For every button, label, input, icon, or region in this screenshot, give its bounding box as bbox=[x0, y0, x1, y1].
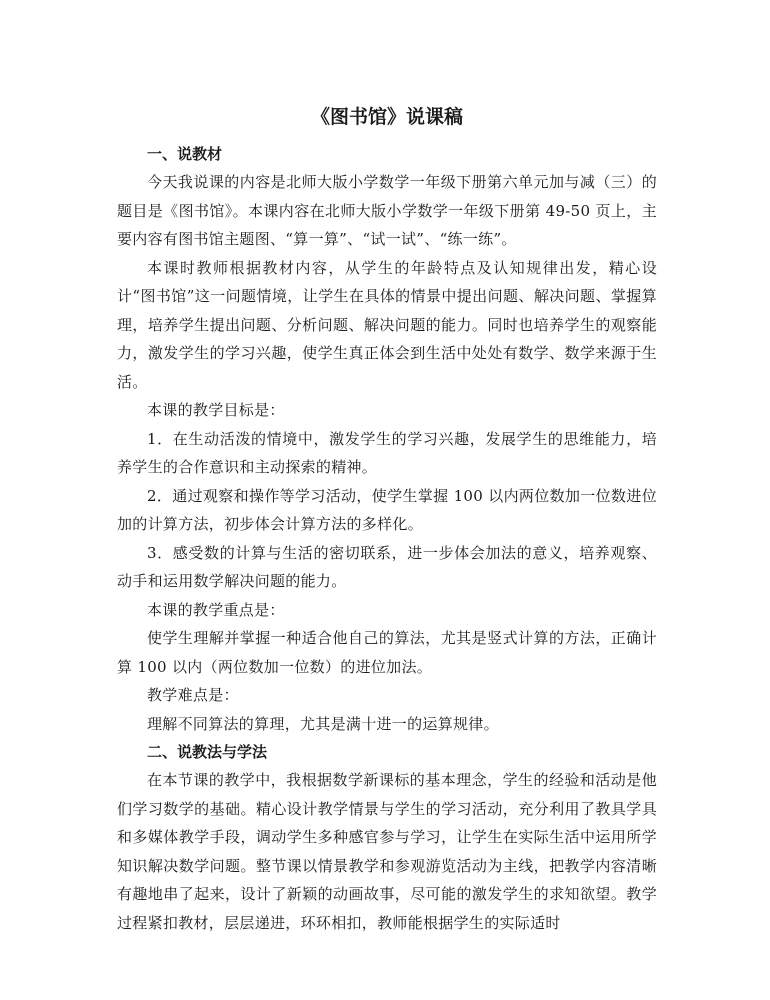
paragraph: 本课的教学目标是： bbox=[147, 401, 285, 419]
paragraph: 1．在生动活泼的情境中，激发学生的学习兴趣，发展学生的思维能力，培养学生的合作意识和主动探索的精神。 bbox=[117, 429, 657, 476]
paragraph: 理解不同算法的算理，尤其是满十进一的运算规律。 bbox=[147, 714, 499, 733]
section-heading: 二、说教法与学法 bbox=[147, 743, 268, 761]
document-title: 《图书馆》说课稿 bbox=[310, 106, 463, 128]
paragraph: 本课的教学重点是： bbox=[147, 600, 285, 619]
section-textbook bbox=[117, 140, 657, 738]
section-heading: 一、说教材 bbox=[147, 145, 223, 163]
paragraph: 今天我说课的内容是北师大版小学数学一年级下册第六单元加与减（三）的题目是《图书馆》。本课内容在北师大版小学数学一年级下册第 49-50 页上，主要内容有图书馆主题图、“算一算”、“试一试”、“练一练”。 bbox=[117, 173, 657, 248]
paragraph: 使学生理解并掌握一种适合他自己的算法，尤其是竖式计算的方法，正确计算 100 以内（两位数加一位数）的进位加法。 bbox=[117, 629, 657, 676]
paragraph: 在本节课的教学中，我根据数学新课标的基本理念，学生的经验和活动是他们学习数学的基础。精心设计教学情景与学生的学习活动，充分利用了教具学具和多媒体教学手段，调动学生多种感官参与学习，让学生在实际生活中运用所学知识解决数学问题。整节课以情景教学和参观游览活动为主线，把教学内容清晰有趣地串了起来，设计了新颖的动画故事，尽可能的激发学生的求知欲望。教学过程紧扣教材，层层递进，环环相扣，教师能根据学生的实际适时 bbox=[117, 771, 657, 932]
paragraph: 3．感受数的计算与生活的密切联系，进一步体会加法的意义，培养观察、动手和运用数学解决问题的能力。 bbox=[117, 543, 657, 590]
section-methods bbox=[117, 738, 657, 937]
paragraph: 本课时教师根据教材内容，从学生的年龄特点及认知规律出发，精心设计“图书馆”这一问题情境，让学生在具体的情景中提出问题、解决问题、掌握算理，培养学生提出问题、分析问题、解决问题的能力。同时也培养学生的观察能力，激发学生的学习兴趣，使学生真正体会到生活中处处有数学、数学来源于生活。 bbox=[117, 258, 657, 391]
paragraph: 2．通过观察和操作等学习活动，使学生掌握 100 以内两位数加一位数进位加的计算方法，初步体会计算方法的多样化。 bbox=[117, 486, 657, 533]
paragraph: 教学难点是： bbox=[147, 686, 239, 704]
document-page bbox=[117, 102, 657, 937]
